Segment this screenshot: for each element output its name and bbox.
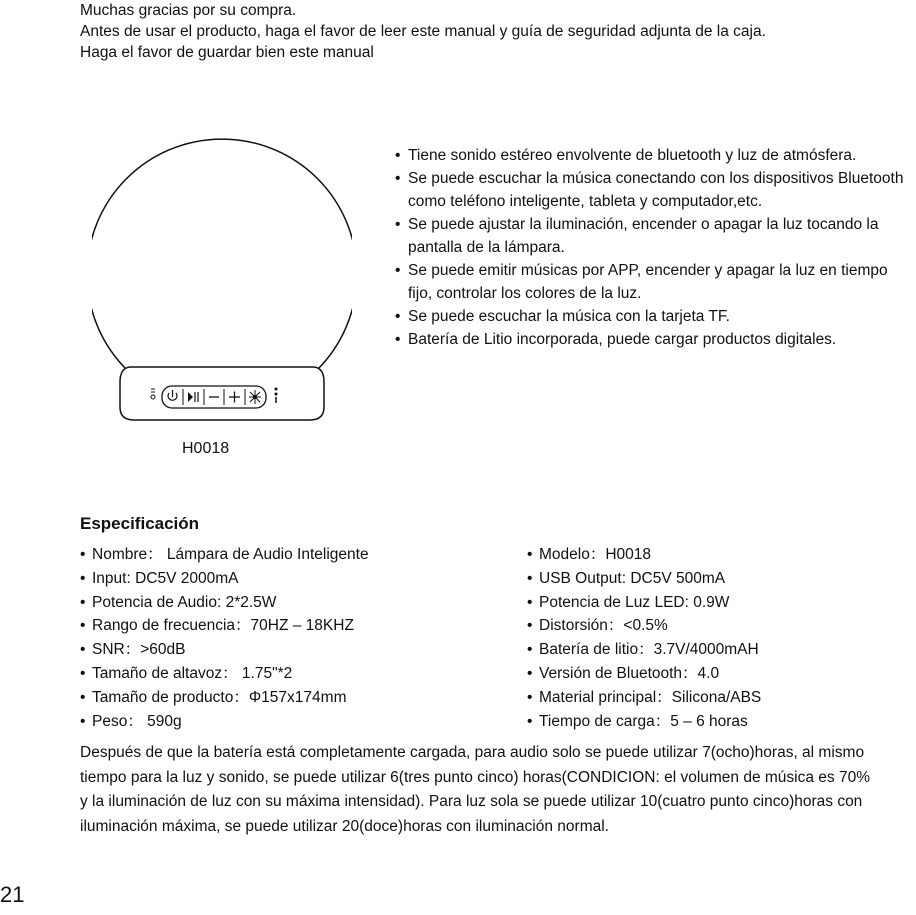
spec-item: • Potencia de Audio: 2*2.5W (80, 591, 510, 615)
spec-item: • Material principal：Silicona/ABS (527, 686, 907, 710)
feature-item: • Se puede ajustar la iluminación, encender o apagar la luz tocando la pantalla de la lámpara. (395, 213, 915, 259)
spec-item: • Batería de litio：3.7V/4000mAH (527, 638, 907, 662)
light-icon (249, 390, 261, 404)
feature-item: • Tiene sonido estéreo envolvente de bluetooth y luz de atmósfera. (395, 144, 915, 167)
spec-item: • Tamaño de altavoz： 1.75"*2 (80, 662, 510, 686)
spec-list-left (80, 543, 510, 733)
lamp-globe (92, 139, 352, 370)
intro-text (80, 0, 910, 63)
feature-item: • Se puede escuchar la música con la tarjeta TF. (395, 305, 915, 328)
spec-item: • Peso： 590g (80, 710, 510, 734)
page-number: 21 (0, 882, 25, 907)
spec-item: • USB Output: DC5V 500mA (527, 567, 907, 591)
spec-title: Especificación (80, 514, 200, 533)
intro-keep-manual: Haga el favor de guardar bien este manual (80, 44, 374, 61)
model-label: H0018 (182, 440, 230, 457)
feature-item: • Batería de Litio incorporada, puede cargar productos digitales. (395, 328, 915, 351)
spec-item: • Versión de Bluetooth：4.0 (527, 662, 907, 686)
lamp-illustration (92, 110, 352, 430)
spec-item: • Potencia de Luz LED: 0.9W (527, 591, 907, 615)
feature-list (395, 144, 915, 351)
spec-item: • Distorsión：<0.5% (527, 614, 907, 638)
battery-note: Después de que la batería está completamente cargada, para audio solo se puede utilizar 7(ocho)horas, al mismo tiempo para la luz y sonido, se puede utilizar 6(tres punto cinco) horas(CONDICION: el volumen de música es 70% y la iluminación de luz con su máxima intensidad). Para luz sola se puede utilizar 10(cuatro punto cinco)horas con iluminación máxima, se puede utilizar 20(doce)horas con iluminación normal. (80, 744, 871, 835)
spec-item: • Nombre： Lámpara de Audio Inteligente (80, 543, 510, 567)
feature-item: • Se puede escuchar la música conectando con los dispositivos Bluetooth como teléfono inteligente, tableta y computador,etc. (395, 167, 915, 213)
spec-item: • Rango de frecuencia：70HZ – 18KHZ (80, 614, 510, 638)
spec-list-right (527, 543, 907, 733)
intro-thanks: Muchas gracias por su compra. (80, 2, 297, 19)
intro-instructions: Antes de usar el producto, haga el favor de leer este manual y guía de seguridad adjunta de la caja. (80, 23, 766, 40)
spec-item: • SNR：>60dB (80, 638, 510, 662)
spec-item: • Input: DC5V 2000mA (80, 567, 510, 591)
feature-item: • Se puede emitir músicas por APP, encender y apagar la luz en tiempo fijo, controlar los colores de la luz. (395, 259, 915, 305)
spec-item: • Tamaño de producto：Φ157x174mm (80, 686, 510, 710)
spec-item: • Modelo：H0018 (527, 543, 907, 567)
spec-item: • Tiempo de carga：5 – 6 horas (527, 710, 907, 734)
